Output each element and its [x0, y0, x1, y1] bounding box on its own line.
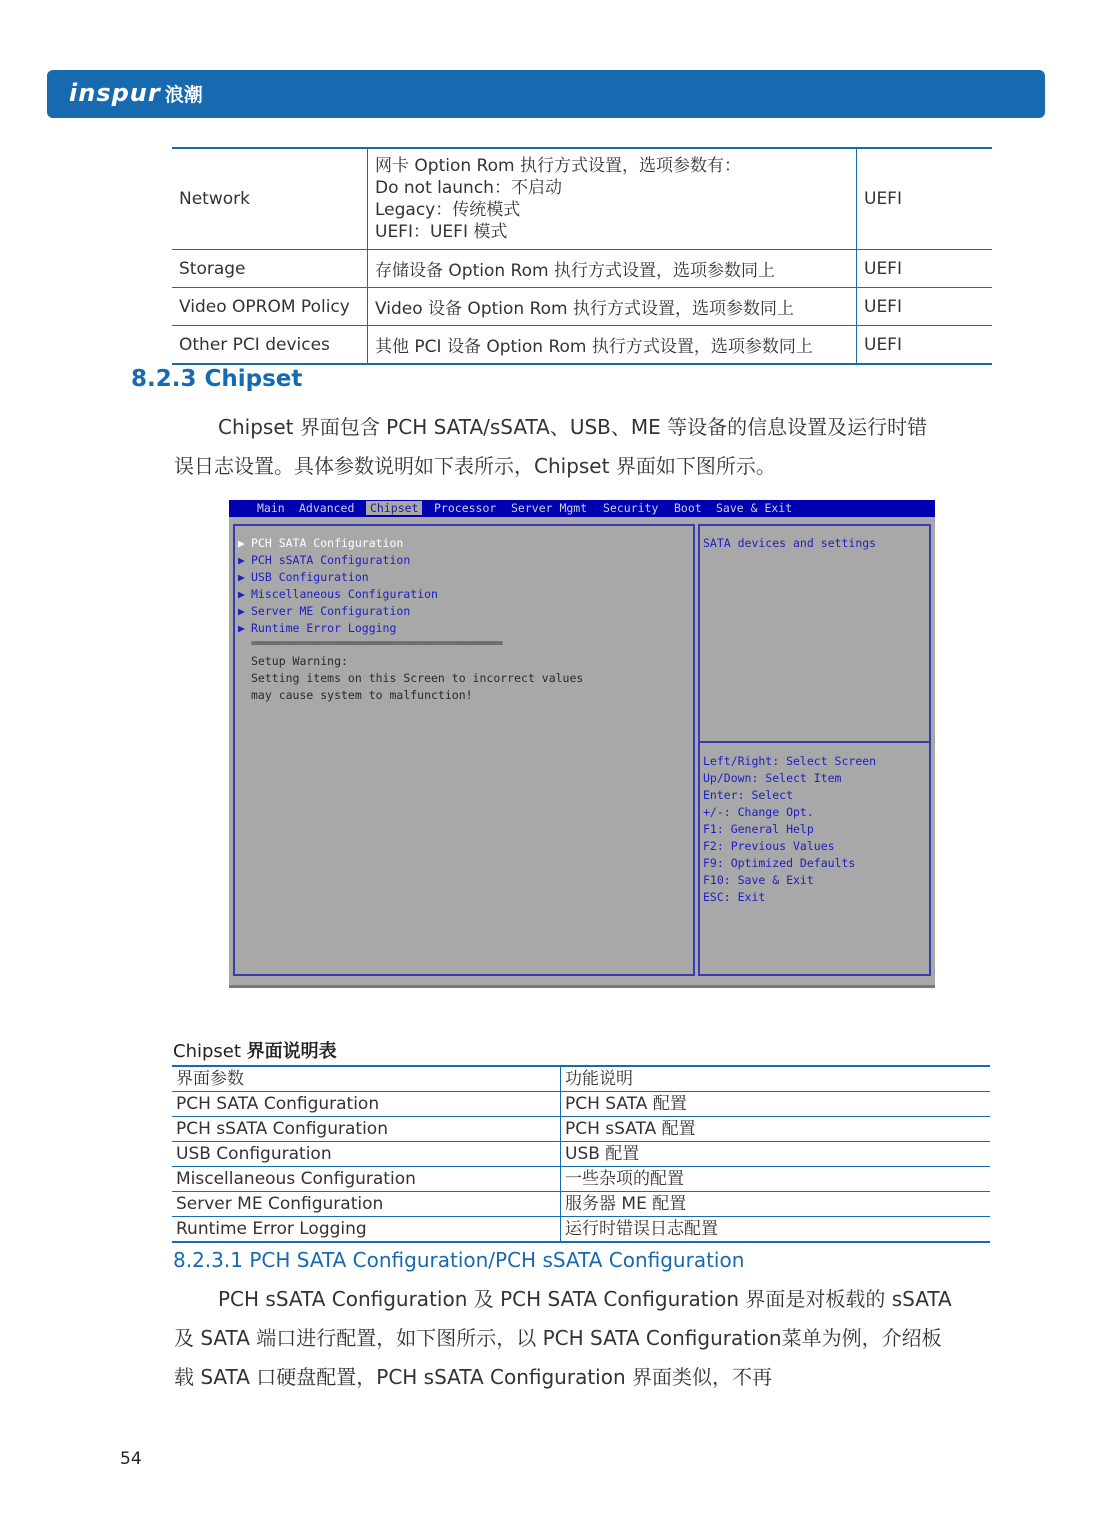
bios-warning-line: may cause system to malfunction! — [251, 688, 473, 702]
bios-key-hint: ESC: Exit — [703, 890, 766, 904]
bios-tab-processor[interactable]: Processor — [434, 501, 497, 515]
table-row: Video OPROM Policy Video 设备 Option Rom 执行方式设置，选项参数同上 UEFI — [172, 288, 992, 326]
arrow-right-icon: ▶ — [238, 587, 245, 601]
bios-item-pch-sata[interactable]: PCH SATA Configuration — [251, 536, 404, 550]
table-row: Server ME Configuration 服务器 ME 配置 — [172, 1192, 990, 1217]
arrow-right-icon: ▶ — [238, 604, 245, 618]
bios-tab-advanced[interactable]: Advanced — [299, 501, 355, 515]
table-header-row: 界面参数 功能说明 — [172, 1066, 990, 1092]
bios-warning-line: Setting items on this Screen to incorrect values — [251, 671, 584, 685]
bios-screenshot — [229, 500, 935, 988]
table-row: Storage 存储设备 Option Rom 执行方式设置，选项参数同上 UEFI — [172, 250, 992, 288]
table-row: Other PCI devices 其他 PCI 设备 Option Rom 执行方式设置，选项参数同上 UEFI — [172, 326, 992, 365]
bios-key-hint: +/-: Change Opt. — [703, 805, 814, 819]
table-row: Network 网卡 Option Rom 执行方式设置，选项参数有： Do not launch：不启动 Legacy：传统模式 UEFI：UEFI 模式 UEFI — [172, 148, 992, 250]
bios-help-text: SATA devices and settings — [703, 536, 877, 550]
bios-tab-boot[interactable]: Boot — [674, 501, 702, 515]
bios-item-misc[interactable]: Miscellaneous Configuration — [251, 587, 438, 601]
bios-tab-save-exit[interactable]: Save & Exit — [716, 501, 793, 515]
table-row: PCH SATA Configuration PCH SATA 配置 — [172, 1092, 990, 1117]
bios-item-pch-ssata[interactable]: PCH sSATA Configuration — [251, 553, 411, 567]
bios-main-panel — [233, 524, 695, 976]
table-row: Miscellaneous Configuration 一些杂项的配置 — [172, 1167, 990, 1192]
section-heading: 8.2.3 Chipset — [131, 366, 303, 392]
bios-tab-security[interactable]: Security — [603, 501, 659, 515]
subsection-paragraph: PCH sSATA Configuration 及 PCH SATA Configuration 界面是对板载的 sSATA 及 SATA 端口进行配置，如下图所示，以 PCH SATA Configuration菜单为例，介绍板 载 SATA 口硬盘配置，PCH sSATA Configuration 界面类似，不再 — [174, 1287, 952, 1389]
bios-item-runtime-error[interactable]: Runtime Error Logging — [251, 621, 397, 635]
bios-key-hint: F2: Previous Values — [703, 839, 835, 853]
table-row: USB Configuration USB 配置 — [172, 1142, 990, 1167]
bios-tab-main[interactable]: Main — [257, 501, 285, 515]
page-number: 54 — [120, 1449, 142, 1469]
inspur-logo: inspur 浪潮 — [69, 79, 203, 107]
bios-separator: ================================================== — [251, 638, 503, 649]
bios-help-panel — [698, 524, 931, 976]
table-caption: Chipset 界面说明表 — [173, 1041, 337, 1062]
section-paragraph: Chipset 界面包含 PCH SATA/sSATA、USB、ME 等设备的信息设置及运行时错 误日志设置。具体参数说明如下表所示，Chipset 界面如下图所示。 — [174, 415, 928, 478]
header-bar — [47, 70, 1045, 118]
subsection-heading: 8.2.3.1 PCH SATA Configuration/PCH sSATA Configuration — [173, 1248, 745, 1272]
bios-tab-server-mgmt[interactable]: Server Mgmt — [511, 501, 588, 515]
arrow-right-icon: ▶ — [238, 570, 245, 584]
bios-warning-title: Setup Warning: — [251, 654, 348, 668]
bios-item-usb[interactable]: USB Configuration — [251, 570, 369, 584]
arrow-right-icon: ▶ — [238, 536, 245, 550]
bios-key-hint: Up/Down: Select Item — [703, 771, 842, 785]
table-row: Runtime Error Logging 运行时错误日志配置 — [172, 1217, 990, 1243]
chipset-table — [172, 1065, 990, 1243]
bios-key-hint: Left/Right: Select Screen — [703, 754, 877, 768]
bios-key-hint: F1: General Help — [703, 822, 814, 836]
arrow-right-icon: ▶ — [238, 553, 245, 567]
option-rom-table — [172, 147, 992, 365]
bios-tab-chipset[interactable]: Chipset — [366, 501, 422, 515]
arrow-right-icon: ▶ — [238, 621, 245, 635]
bios-item-server-me[interactable]: Server ME Configuration — [251, 604, 411, 618]
bios-key-hint: F10: Save & Exit — [703, 873, 814, 887]
bios-help-divider — [700, 741, 929, 743]
bios-key-hint: Enter: Select — [703, 788, 794, 802]
bios-menubar — [229, 500, 935, 517]
table-row: PCH sSATA Configuration PCH sSATA 配置 — [172, 1117, 990, 1142]
bios-key-hint: F9: Optimized Defaults — [703, 856, 856, 870]
